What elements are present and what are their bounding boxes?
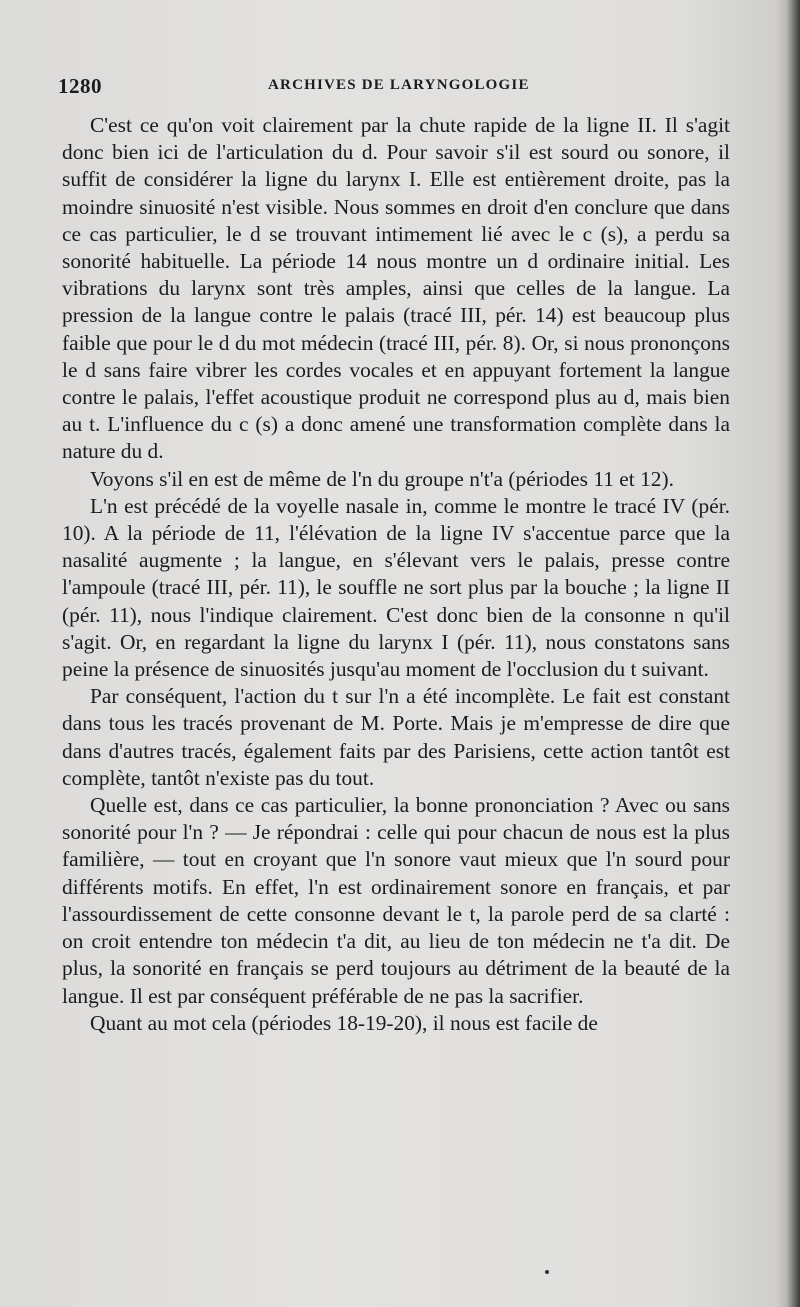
paragraph-4: Par conséquent, l'action du t sur l'n a été incomplète. Le fait est constant dans tous les tracés provenant de M. Porte. Mais je m'empresse de dire que dans d'autres tracés, également faits par des Parisiens, cette action tantôt est complète, tantôt n'existe pas du tout. <box>62 684 730 790</box>
running-title: ARCHIVES DE LARYNGOLOGIE <box>268 77 530 93</box>
paragraph-6: Quant au mot cela (périodes 18-19-20), il nous est facile de <box>90 1010 598 1035</box>
paragraph-2: Voyons s'il en est de même de l'n du groupe n't'a (périodes 11 et 12). <box>90 466 674 491</box>
paragraph-1: C'est ce qu'on voit clairement par la chute rapide de la ligne II. Il s'agit donc bien ici de l'articulation du d. Pour savoir s'il est sourd ou sonore, il suffit de considérer la ligne du larynx I. Elle est entièrement droite, pas la moindre sinuosité n'est visible. Nous sommes en droit d'en conclure que dans ce cas particulier, le d se trouvant intimement lié avec le c (s), a perdu sa sonorité habituelle. La période 14 nous montre un d ordinaire initial. Les vibrations du larynx sont très amples, ainsi que celles de la langue. La pression de la langue contre le palais (tracé III, pér. 14) est beaucoup plus faible que pour le d du mot médecin (tracé III, pér. 8). Or, si nous prononçons le d sans faire vibrer les cordes vocales et en appuyant fortement la langue contre le palais, l'effet acoustique produit ne correspond plus au d, mais bien au t. L'influence du c (s) a donc amené une transformation complète dans la nature du d. <box>62 113 730 464</box>
paragraph-5: Quelle est, dans ce cas particulier, la bonne prononciation ? Avec ou sans sonorité pour l'n ? — Je répondrai : celle qui pour chacun de nous est la plus familière, — tout en croyant que l'n sonore vaut mieux que l'n sourd pour différents motifs. En effet, l'n est ordinairement sonore en français, et par l'assourdissement de cette consonne devant le t, la parole perd de sa clarté : on croit entendre ton médecin t'a dit, au lieu de ton médecin ne t'a dit. De plus, la sonorité en français se perd toujours au détriment de la beauté de la langue. Il est par conséquent préférable de ne pas la sacrifier. <box>62 793 730 1008</box>
ink-speck <box>545 1270 549 1274</box>
book-spine-shadow <box>786 0 800 1307</box>
page-header <box>58 74 730 102</box>
body-text <box>62 112 730 1037</box>
paragraph-3: L'n est précédé de la voyelle nasale in, comme le montre le tracé IV (pér. 10). A la période de 11, l'élévation de la ligne IV s'accentue parce que la nasalité augmente ; la langue, en s'élevant vers le palais, presse contre l'ampoule (tracé III, pér. 11), le souffle ne sort plus par la bouche ; la ligne II (pér. 11), nous l'indique clairement. C'est donc bien de la consonne n qu'il s'agit. Or, en regardant la ligne du larynx I (pér. 11), nous constatons sans peine la présence de sinuosités jusqu'au moment de l'occlusion du t suivant. <box>62 493 730 682</box>
page-number: 1280 <box>58 74 102 98</box>
